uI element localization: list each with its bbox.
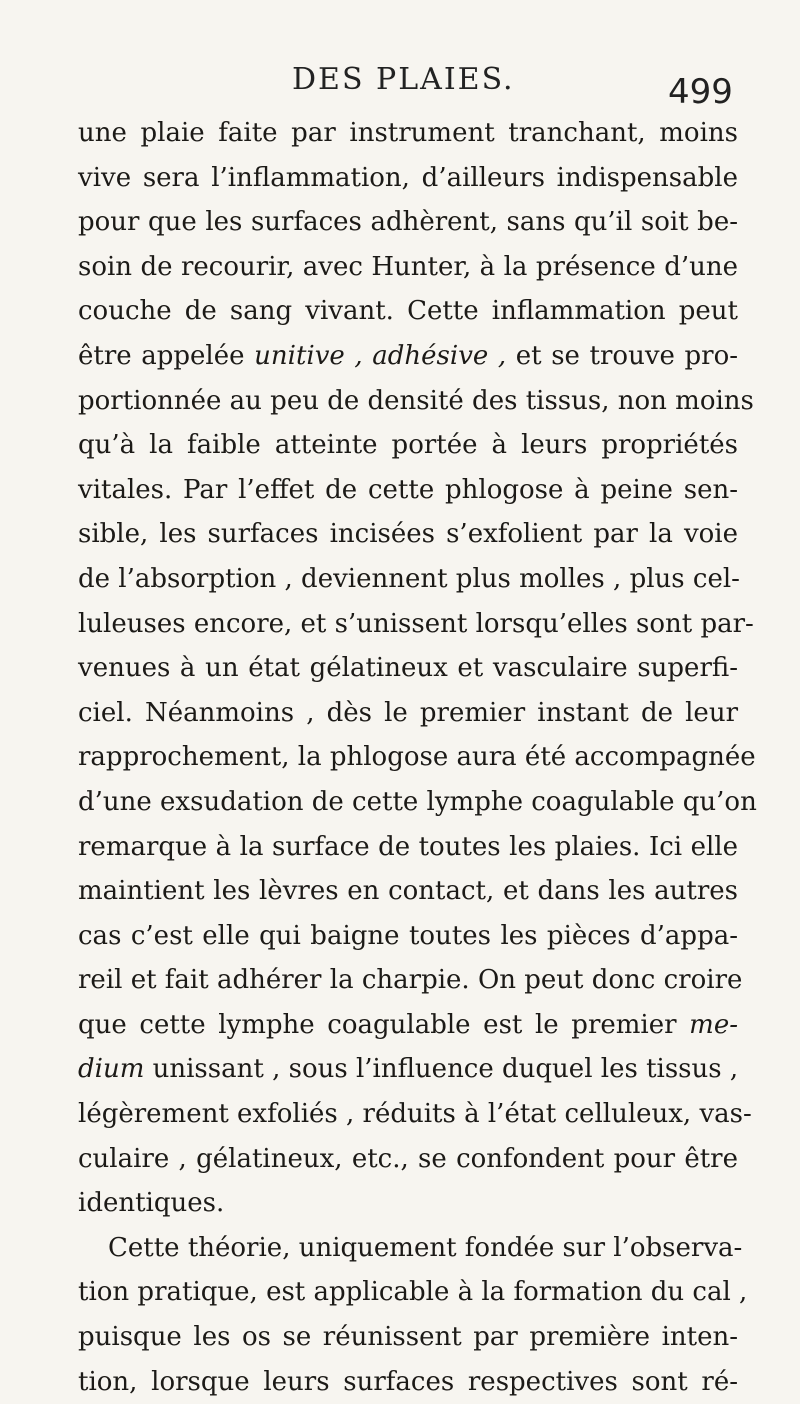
- text-line: dium unissant , sous l’influence duquel les tissus ,: [78, 1054, 739, 1085]
- text-line: ciel. Néanmoins , dès le premier instant de leur: [78, 697, 738, 728]
- text-line: de l’absorption , deviennent plus molles , plus cel-: [78, 563, 740, 594]
- text-line: légèrement exfoliés , réduits à l’état celluleux, vas-: [78, 1099, 752, 1130]
- italic-term: dium: [78, 1054, 145, 1085]
- text-line: pour que les surfaces adhèrent, sans qu’il soit be-: [78, 207, 738, 238]
- text-line: rapprochement, la phlogose aura été accompagnée: [78, 742, 756, 773]
- text-line: couche de sang vivant. Cette inflammation peut: [78, 296, 738, 327]
- running-title: DES PLAIES.: [292, 62, 515, 97]
- text-line: vive sera l’inflammation, d’ailleurs indispensable: [78, 162, 738, 193]
- text-line: luleuses encore, et s’unissent lorsqu’elles sont par-: [78, 608, 754, 639]
- text-line: venues à un état gélatineux et vasculaire superfi-: [78, 653, 738, 684]
- text-line: cas c’est elle qui baigne toutes les pièces d’appa-: [78, 920, 738, 951]
- text-line: sible, les surfaces incisées s’exfolient par la voie: [78, 519, 738, 550]
- text-line: qu’à la faible atteinte portée à leurs propriétés: [78, 430, 738, 461]
- text-line: une plaie faite par instrument tranchant, moins: [78, 118, 738, 148]
- body-text: [78, 111, 757, 1404]
- text-line: que cette lymphe coagulable est le premier me-: [78, 1009, 738, 1040]
- paragraph-end-line: identiques.: [78, 1188, 225, 1219]
- text-line: portionnée au peu de densité des tissus, non moins: [78, 385, 754, 416]
- text-line: maintient les lèvres en contact, et dans les autres: [78, 876, 738, 907]
- italic-term: unitive , adhésive ,: [254, 340, 507, 371]
- page-number: 499: [668, 72, 733, 112]
- text-line: tion pratique, est applicable à la formation du cal ,: [78, 1277, 748, 1308]
- text-line: d’une exsudation de cette lymphe coagulable qu’on: [78, 786, 757, 817]
- text-line: culaire , gélatineux, etc., se confondent pour être: [78, 1143, 738, 1174]
- text-line: puisque les os se réunissent par première inten-: [78, 1322, 738, 1353]
- text-line: vitales. Par l’effet de cette phlogose à peine sen-: [78, 474, 738, 505]
- text-line: reil et fait adhérer la charpie. On peut donc croire: [78, 965, 743, 996]
- text-line: tion, lorsque leurs surfaces respectives sont ré-: [78, 1366, 738, 1397]
- italic-term: me-: [689, 1009, 738, 1040]
- paragraph-start-line: Cette théorie, uniquement fondée sur l’observa-: [108, 1232, 743, 1263]
- running-head: [0, 60, 800, 112]
- text-line: être appelée unitive , adhésive , et se trouve pro-: [78, 340, 739, 371]
- text-line: remarque à la surface de toutes les plaies. Ici elle: [78, 831, 738, 862]
- text-line: soin de recourir, avec Hunter, à la présence d’une: [78, 251, 738, 282]
